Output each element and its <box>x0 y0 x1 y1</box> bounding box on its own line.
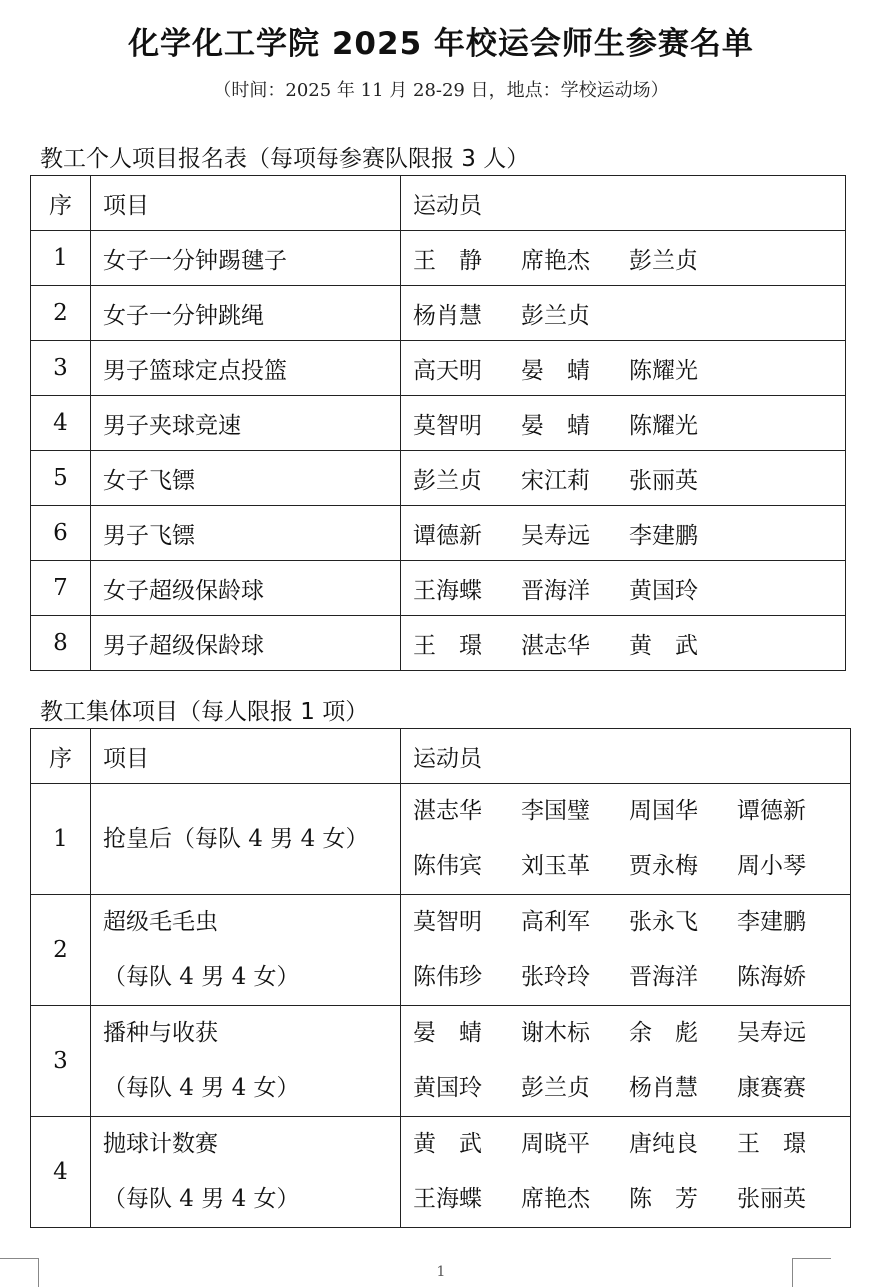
athletes-cell <box>401 506 846 561</box>
athlete-name: 张丽英 <box>629 467 698 494</box>
header-no: 序 <box>31 176 91 231</box>
athletes-cell <box>401 286 846 341</box>
event-name: 男子飞镖 <box>91 506 401 561</box>
athlete-name: 晋海洋 <box>629 964 698 990</box>
athlete-name: 李建鹏 <box>737 909 806 935</box>
athlete-name: 彭兰贞 <box>629 247 698 274</box>
athlete-name: 谢木标 <box>521 1020 590 1046</box>
athlete-name: 彭兰贞 <box>521 1075 590 1101</box>
table-row <box>31 616 846 671</box>
athlete-name: 晋海洋 <box>521 577 590 604</box>
athlete-name: 陈海娇 <box>737 964 806 990</box>
table-row <box>31 231 846 286</box>
athletes-cell <box>401 1006 851 1117</box>
header-item: 项目 <box>91 729 401 784</box>
table-row <box>31 341 846 396</box>
table-row <box>31 784 851 895</box>
individual-section-title: 教工个人项目报名表（每项每参赛队限报 3 人） <box>40 146 530 172</box>
athlete-name: 张永飞 <box>629 909 698 935</box>
event-name: 男子篮球定点投篮 <box>91 341 401 396</box>
row-number: 6 <box>31 506 91 561</box>
row-number: 3 <box>31 341 91 396</box>
event-name-line: 播种与收获 <box>103 1020 218 1046</box>
athletes-line <box>413 1006 850 1061</box>
athlete-name: 王海蝶 <box>413 577 482 604</box>
athlete-name: 周小琴 <box>737 853 806 879</box>
athlete-name: 湛志华 <box>413 798 482 824</box>
table-row <box>31 506 846 561</box>
event-name-line: （每队 4 男 4 女） <box>103 1075 300 1101</box>
athletes-line <box>413 1117 850 1172</box>
athlete-name: 宋江莉 <box>521 467 590 494</box>
event-name-cell <box>91 1117 401 1228</box>
athletes-cell <box>401 616 846 671</box>
row-number: 5 <box>31 451 91 506</box>
athlete-name: 黄国玲 <box>629 577 698 604</box>
athlete-name: 王 璟 <box>413 632 482 659</box>
table-header-row <box>31 729 851 784</box>
group-events-table <box>30 728 851 1228</box>
row-number: 3 <box>31 1006 91 1117</box>
athlete-name: 莫智明 <box>413 412 482 439</box>
group-section-title: 教工集体项目（每人限报 1 项） <box>40 699 369 725</box>
athlete-name: 陈伟珍 <box>413 964 482 990</box>
athlete-name: 贾永梅 <box>629 853 698 879</box>
athlete-name: 黄国玲 <box>413 1075 482 1101</box>
athlete-name: 王海蝶 <box>413 1186 482 1212</box>
athlete-name: 陈耀光 <box>629 357 698 384</box>
athlete-name: 黄 武 <box>413 1131 482 1157</box>
event-name-line: （每队 4 男 4 女） <box>103 964 300 990</box>
athlete-name: 陈耀光 <box>629 412 698 439</box>
athletes-line <box>413 839 850 894</box>
athlete-name: 周晓平 <box>521 1131 590 1157</box>
page-number: 1 <box>436 1264 446 1280</box>
header-item: 项目 <box>91 176 401 231</box>
athlete-name: 谭德新 <box>737 798 806 824</box>
table-row <box>31 561 846 616</box>
table-row <box>31 895 851 1006</box>
athlete-name: 王 静 <box>413 247 482 274</box>
athlete-name: 彭兰贞 <box>521 302 590 329</box>
event-name-line: 抢皇后（每队 4 男 4 女） <box>103 825 369 852</box>
athletes-cell <box>401 784 851 895</box>
header-no: 序 <box>31 729 91 784</box>
athletes-cell <box>401 341 846 396</box>
event-name-cell <box>91 1006 401 1117</box>
table-row <box>31 1006 851 1117</box>
athlete-name: 张丽英 <box>737 1186 806 1212</box>
event-name-cell <box>91 895 401 1006</box>
athletes-line <box>413 895 850 950</box>
athlete-name: 黄 武 <box>629 632 698 659</box>
table-row <box>31 286 846 341</box>
row-number: 4 <box>31 1117 91 1228</box>
athlete-name: 湛志华 <box>521 632 590 659</box>
event-name: 男子超级保龄球 <box>91 616 401 671</box>
athlete-name: 李国璧 <box>521 798 590 824</box>
athlete-name: 彭兰贞 <box>413 467 482 494</box>
table-row <box>31 396 846 451</box>
event-name-cell <box>91 784 401 895</box>
row-number: 7 <box>31 561 91 616</box>
table-header-row <box>31 176 846 231</box>
header-athletes: 运动员 <box>401 729 851 784</box>
event-name: 男子夹球竞速 <box>91 396 401 451</box>
row-number: 8 <box>31 616 91 671</box>
athlete-name: 李建鹏 <box>629 522 698 549</box>
event-name: 女子一分钟跳绳 <box>91 286 401 341</box>
page-title: 化学化工学院 2025 年校运会师生参赛名单 <box>128 26 754 62</box>
athlete-name: 王 璟 <box>737 1131 806 1157</box>
athlete-name: 陈 芳 <box>629 1186 698 1212</box>
athlete-name: 刘玉革 <box>521 853 590 879</box>
athletes-cell <box>401 396 846 451</box>
athlete-name: 杨肖慧 <box>629 1075 698 1101</box>
athletes-cell <box>401 1117 851 1228</box>
row-number: 4 <box>31 396 91 451</box>
athlete-name: 晏 蜻 <box>521 412 590 439</box>
event-name: 女子一分钟踢毽子 <box>91 231 401 286</box>
athletes-cell <box>401 451 846 506</box>
athlete-name: 唐纯良 <box>629 1131 698 1157</box>
athlete-name: 席艳杰 <box>521 247 590 274</box>
athlete-name: 康赛赛 <box>737 1075 806 1101</box>
athletes-cell <box>401 231 846 286</box>
athletes-line <box>413 950 850 1005</box>
athletes-cell <box>401 895 851 1006</box>
athletes-line <box>413 784 850 839</box>
event-name-line: 抛球计数赛 <box>103 1131 218 1157</box>
page-subtitle: （时间：2025 年 11 月 28-29 日，地点：学校运动场） <box>213 80 669 101</box>
individual-events-table <box>30 175 846 671</box>
athlete-name: 陈伟宾 <box>413 853 482 879</box>
athletes-line <box>413 1061 850 1116</box>
table-row <box>31 1117 851 1228</box>
athlete-name: 谭德新 <box>413 522 482 549</box>
row-number: 2 <box>31 895 91 1006</box>
athletes-line <box>413 1172 850 1227</box>
row-number: 1 <box>31 784 91 895</box>
header-athletes: 运动员 <box>401 176 846 231</box>
event-name-line: （每队 4 男 4 女） <box>103 1186 300 1212</box>
athlete-name: 张玲玲 <box>521 964 590 990</box>
event-name: 女子飞镖 <box>91 451 401 506</box>
athlete-name: 高利军 <box>521 909 590 935</box>
table-row <box>31 451 846 506</box>
row-number: 1 <box>31 231 91 286</box>
athlete-name: 席艳杰 <box>521 1186 590 1212</box>
athlete-name: 晏 蜻 <box>413 1020 482 1046</box>
athlete-name: 周国华 <box>629 798 698 824</box>
athlete-name: 吴寿远 <box>521 522 590 549</box>
athlete-name: 余 彪 <box>629 1020 698 1046</box>
athlete-name: 莫智明 <box>413 909 482 935</box>
athlete-name: 高天明 <box>413 357 482 384</box>
athlete-name: 杨肖慧 <box>413 302 482 329</box>
athletes-cell <box>401 561 846 616</box>
event-name-line: 超级毛毛虫 <box>103 909 218 935</box>
row-number: 2 <box>31 286 91 341</box>
athlete-name: 晏 蜻 <box>521 357 590 384</box>
event-name: 女子超级保龄球 <box>91 561 401 616</box>
athlete-name: 吴寿远 <box>737 1020 806 1046</box>
